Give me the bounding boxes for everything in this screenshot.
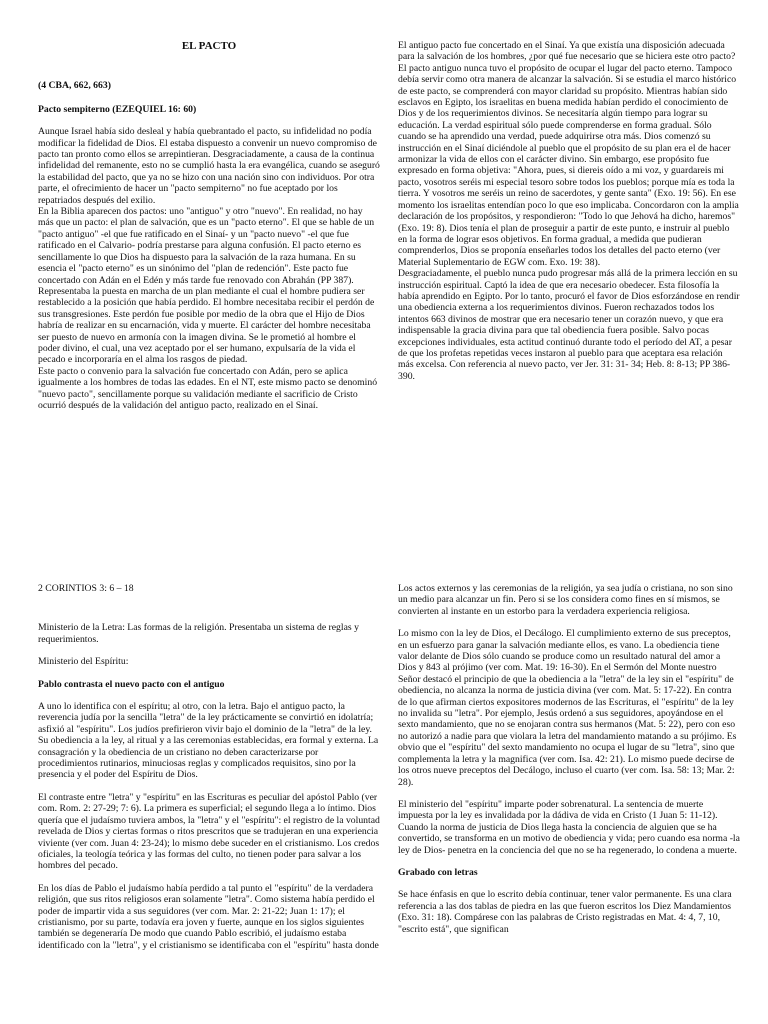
document-title: EL PACTO — [181, 40, 237, 52]
paragraph: El contraste entre "letra" y "espíritu" en las Escrituras es peculiar del apóstol Pablo (ver com. Rom. 2: 27-29; 7: 6). La primera es superficial; el segundo llega a lo íntimo. Dios quería que el judaísmo tuviera ambos, la "letra" y el "espíritu": el registro de la voluntad revelada de Dios y ciertas formas o ritos prescritos que se tradujeran en una experiencia viviente (ver com. Juan 4: 23-24); lo mismo debe suceder en el cristianismo. Los credos oficiales, la teología teórica y las formas del culto, no tienen poder para salvar a los hombres del pecado. — [38, 791, 380, 872]
ministry-letter: Ministerio de la Letra: Las formas de la religión. Presentaba un sistema de reglas y requerimientos. — [38, 622, 359, 645]
paragraph: En los días de Pablo el judaísmo había perdido a tal punto el "espíritu" de la verdadera religión, que sus ritos religiosos eran solamente "letra". Como sistema había perdido el poder de impartir vida a sus seguidores (ver com. Mar. 2: 21-22; Juan 1: 17); el cristianismo, por su parte, todavía era joven y fuerte, aunque en los siglos siguientes también se degeneraría De modo que cuando Pablo escribió, el judaísmo estaba identificado con la "letra", y el cristianismo se identificaba con el "espíritu" hasta donde — [38, 882, 379, 951]
subheading-prefix: Pacto sempiterno — [38, 103, 110, 115]
source-reference: (4 CBA, 662, 663) — [38, 80, 111, 92]
paragraph: Se hace énfasis en que lo escrito debía continuar, tener valor permanente. Es una clara referencia a las dos tablas de piedra en las que fueron escritos los Diez Mandamientos (Exo. 31: 18). Compárese con las palabras de Cristo registradas en Mat. 4: 4, 7, 10, "escrito está", que significan — [398, 889, 732, 935]
paragraph: Aunque Israel había sido desleal y había quebrantado el pacto, su infidelidad no podía modificar la fidelidad de Dios. El estaba dispuesto a convenir un nuevo compromiso de pacto tan pronto como ellos se arrepintieran. Desgraciadamente, a causa de la continua infidelidad del remanente, esto no se cumplió hasta la era evangélica, cuando se aseguró la estabilidad del pacto, que ya no se hizo con una nación sino con individuos. Por otra parte, el ofrecimiento de hacer un "pacto sempiterno" no fue aceptado por los repatriados después del exilio. — [38, 126, 380, 206]
ministry-spirit: Ministerio del Espíritu: — [38, 656, 129, 668]
paragraph: El ministerio del "espíritu" imparte poder sobrenatural. La sentencia de muerte impuesta por la ley es invalidada por la dádiva de vida en Cristo (1 Juan 5: 11-12). Cuando la norma de justicia de Dios llega hasta la conciencia de alguien que se ha convertido, se transforma en un motivo de obediencia y vida; pero cuando esa norma -la ley de Dios- penetra en la conciencia del que no se ha regenerado, lo condena a muerte. — [398, 798, 740, 856]
section-heading: Pablo contrasta el nuevo pacto con el antiguo — [38, 678, 225, 690]
paragraph: Lo mismo con la ley de Dios, el Decálogo. El cumplimiento externo de sus preceptos, en un esfuerzo para ganar la salvación mediante ellos, es vano. La obediencia tiene valor delante de Dios sólo cuando se produce como un resultado natural del amor a Dios y 843 al prójimo (ver com. Mat. 19: 16-30). En el Sermón del Monte nuestro Señor destacó el principio de que la obediencia a la "letra" de la ley sin el "espíritu" de obediencia, no alcanza la norma de justicia divina (ver com. Mat. 5: 17-22). En contra de lo que afirman ciertos expositores modernos de las Escrituras, el "espíritu" de la ley no invalida su "letra". Por ejemplo, Jesús ordenó a sus seguidores, apoyándose en el sexto mandamiento, que no se enojaran contra sus hermanos (Mat. 5: 22), pero con eso no autorizó a nadie para que violara la letra del mandamiento matando a su prójimo. Es obvio que el "espíritu" del sexto mandamiento no ocupa el lugar de su "letra", sino que complementa la letra y la magnifica (ver com. Isa. 42: 21). Lo mismo puede decirse de los otros nueve preceptos del Decálogo, incluso el cuarto (ver com. Isa. 58: 13; Mar. 2: 28). — [398, 628, 737, 788]
paragraph: El antiguo pacto fue concertado en el Sinaí. Ya que existía una disposición adecuada para la salvación de los hombres, ¿por qué fue necesario que se hiciera este otro pacto? El pacto antiguo nunca tuvo el propósito de ocupar el lugar del pacto eterno. Tampoco debía servir como otra manera de alcanzar la salvación. Si se estudia el marco histórico de este pacto, se comprenderá con mayor claridad su propósito. Mientras habían sido esclavos en Egipto, los israelitas en buena medida habían perdido el conocimiento de Dios y de los requerimientos divinos. Se necesitaría algún tiempo para lograr su educación. La verdad espiritual sólo puede comprenderse en forma gradual. Sólo cuando se ha aprendido una verdad, puede adquirirse otra más. Dios comenzó su instrucción en el Sinaí diciéndole al pueblo que el propósito de su plan era el de hacer armonizar la vida de ellos con el carácter divino. Sin embargo, ese propósito fue expresado en forma objetiva: "Ahora, pues, si diereis oído a mi voz, y guardareis mi pacto, vosotros seréis mi especial tesoro sobre todos los pueblos; porque mía es toda la tierra. Y vosotros me seréis un reino de sacerdotes, y gente santa" (Exo. 19: 56). En ese momento los israelitas entendían poco lo que eso implicaba. Concordaron con la amplia declaración de los propósitos, y respondieron: "Todo lo que Jehová ha dicho, haremos" (Exo. 19: 8). Dios tenía el plan de proseguir a partir de este punto, e instruir al pueblo en la forma de lograr esos objetivos. En forma gradual, a medida que pudieran comprenderlos, Dios se proponía enseñarles todos los detalles del pacto eterno (ver Material Suplementario de EGW com. Exo. 19: 38). — [398, 40, 739, 268]
paragraph: A uno lo identifica con el espíritu; al otro, con la letra. Bajo el antiguo pacto, la reverencia judía por la sencilla "letra" de la ley prácticamente se convirtió en idolatría; asfixió al "espíritu". Los judíos prefirieron vivir bajo el dominio de la "letra" de la ley. Su obediencia a la ley, al ritual y a las ceremonias establecidas, era formal y externa. La consagración y la obediencia de un cristiano no deben caracterizarse por procedimientos rutinarios, minuciosas reglas y complicados requisitos, sino por la presencia y el poder del Espíritu de Dios. — [38, 701, 379, 781]
paragraph: Los actos externos y las ceremonias de la religión, ya sea judía o cristiana, no son sino un medio para alcanzar un fin. Pero si se los considera como fines en sí mismos, se convierten al instante en un estorbo para la verdadera experiencia religiosa. — [398, 583, 733, 617]
subheading — [38, 104, 380, 115]
paragraph: Este pacto o convenio para la salvación fue concertado con Adán, pero se aplica igualmente a los hombres de todas las edades. En el NT, este mismo pacto se denominó "nuevo pacto", sencillamente porque su validación mediante el sacrificio de Cristo ocurrió después de la validación del antiguo pacto, realizado en el Sinaí. — [38, 365, 378, 411]
paragraph: En la Biblia aparecen dos pactos: uno "antiguo" y otro "nuevo". En realidad, no hay más que un pacto: el plan de salvación, que es un "pacto eterno". El que se hable de un "pacto antiguo" -el que fue ratificado en el Sinaí- y un "pacto nuevo" -el que fue ratificado en el Calvario- podría prestarse para alguna confusión. El pacto eterno es sencillamente lo que Dios ha dispuesto para la salvación de la raza humana. En su esencia el "pacto eterno" es un sinónimo del "plan de redención". Este pacto fue concertado con Adán en el Edén y más tarde fue renovado con Abrahán (PP 387). Representaba la puesta en marcha de un plan mediante el cual el hombre pudiera ser restablecido a la posición que había perdido. El hombre necesitaba recibir el perdón de sus transgresiones. Este perdón fue posible por medio de la obra que el Hijo de Dios habría de realizar en su encarnación, vida y muerte. El carácter del hombre necesitaba ser puesto de nuevo en armonía con la imagen divina. Se le prometió al hombre el poder divino, el cual, una vez aceptado por el ser humano, expulsaría de la vida el pecado e incorporaría en el alma los rasgos de piedad. — [38, 206, 375, 366]
bible-reference: 2 CORINTIOS 3: 6 – 18 — [38, 583, 134, 594]
section-heading: Grabado con letras — [398, 866, 478, 878]
top-right-column — [398, 40, 740, 382]
top-left-column — [38, 41, 380, 411]
bottom-left-column — [38, 583, 380, 951]
subheading-ref: (EZEQUIEL 16: 60) — [112, 103, 197, 115]
paragraph: Desgraciadamente, el pueblo nunca pudo progresar más allá de la primera lección en su instrucción espiritual. Captó la idea de que era necesario obedecer. Esta filosofía la había aprendido en Egipto. Por lo tanto, procuró el favor de Dios esforzándose en rendir una obediencia externa a los requerimientos divinos. Fueron rechazados todos los intentos 663 divinos de mostrar que era necesario tener un corazón nuevo, y que era indispensable la gracia divina para que tal obediencia fuera posible. Salvo pocas excepciones individuales, esta actitud continuó durante todo el período del AT, a pesar de que los profetas repetidas veces instaron al pueblo para que aceptara esa relación más excelsa. Con referencia al nuevo pacto, ver Jer. 31: 31- 34; Heb. 8: 8-13; PP 386-390. — [398, 268, 740, 382]
bottom-right-column — [398, 583, 740, 935]
